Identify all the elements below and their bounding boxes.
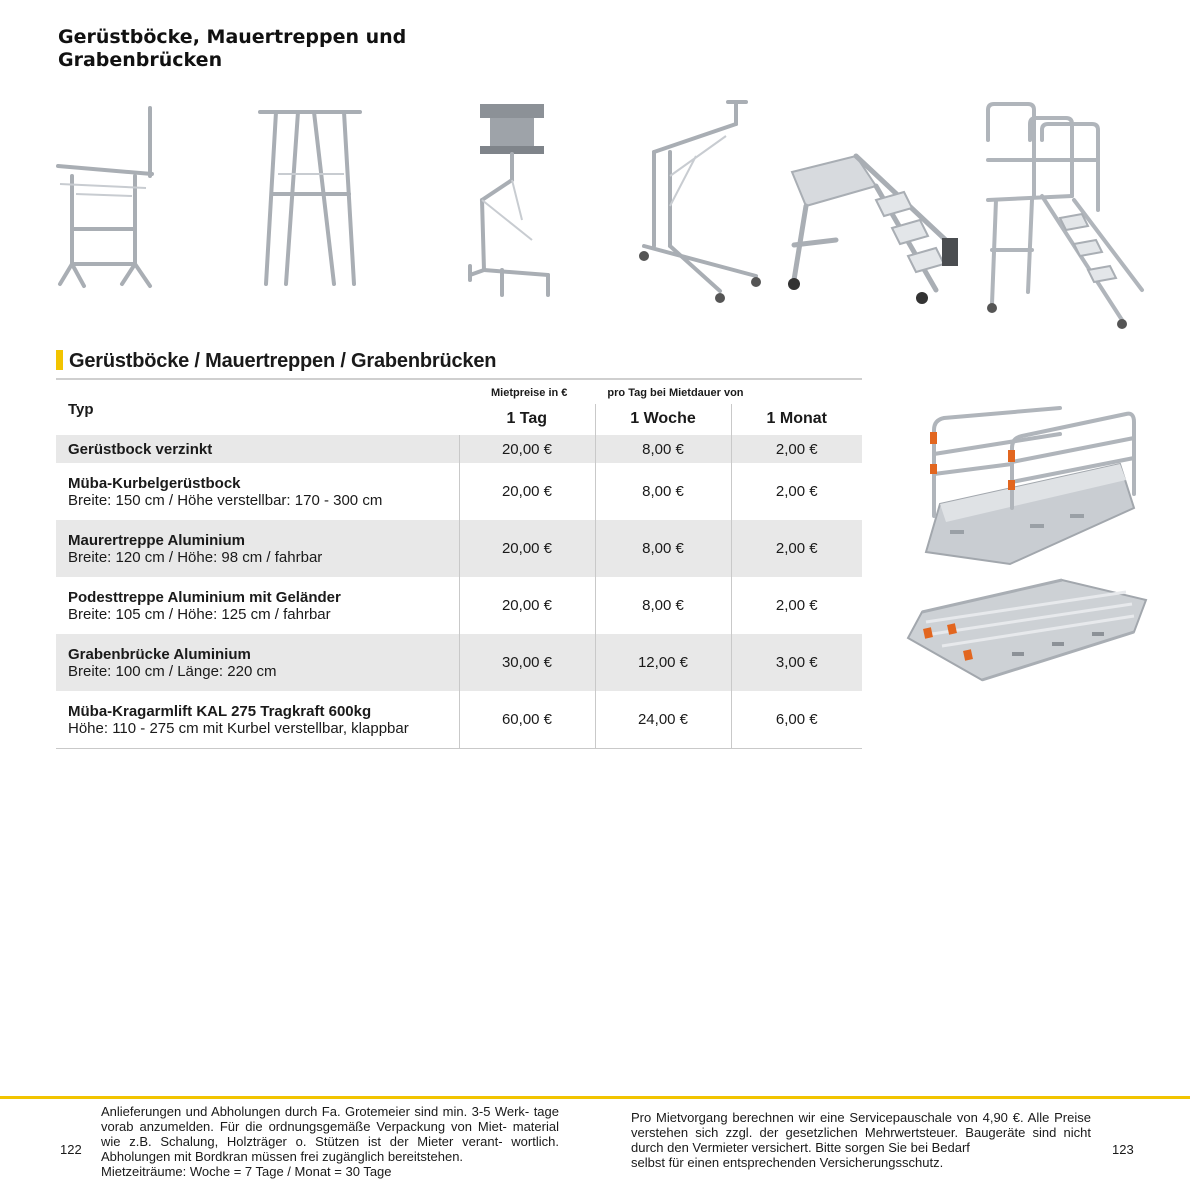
price-month: 2,00 € — [731, 520, 862, 577]
price-day: 20,00 € — [459, 435, 595, 463]
table-row — [56, 435, 862, 463]
row-type — [56, 463, 459, 520]
row-type — [56, 435, 459, 463]
table-row — [56, 691, 862, 749]
header-duration-label: pro Tag bei Mietdauer von — [607, 387, 744, 400]
price-day: 60,00 € — [459, 691, 595, 749]
footer-right-line: selbst für einen entsprechenden Versicherungsschutz. — [631, 1155, 944, 1170]
price-day: 30,00 € — [459, 634, 595, 691]
section-title — [56, 350, 862, 380]
page-number-left: 122 — [60, 1142, 82, 1157]
page-heading-line-1: Gerüstböcke, Mauertreppen und — [58, 26, 407, 48]
table-row — [56, 577, 862, 634]
row-type — [56, 577, 459, 634]
row-type — [56, 520, 459, 577]
footer-left-line: Anlieferungen und Abholungen durch Fa. Grotemeier sind min. 3-5 Werk- — [101, 1104, 530, 1119]
header-period-week: 1 Woche — [595, 404, 731, 435]
price-week: 8,00 € — [595, 435, 731, 463]
price-day: 20,00 € — [459, 577, 595, 634]
row-description: Höhe: 110 - 275 cm mit Kurbel verstellbar, klappbar — [68, 719, 409, 737]
price-month: 2,00 € — [731, 463, 862, 520]
price-table — [56, 383, 862, 749]
trench-bridge-railing-illustration — [920, 404, 1142, 566]
photo-grabenbruecke — [902, 572, 1152, 684]
photo-kurbelgeruestbock — [252, 104, 367, 314]
scaffold-trestle-illustration — [50, 104, 165, 314]
header-period-month: 1 Monat — [731, 404, 862, 435]
table-row — [56, 463, 862, 520]
photo-kragarmlift — [462, 100, 562, 312]
table-row — [56, 520, 862, 577]
row-description: Breite: 120 cm / Höhe: 98 cm / fahrbar — [68, 548, 323, 566]
price-month: 2,00 € — [731, 577, 862, 634]
footer-left-line: material wie z.B. Schalung, Holzträger o. Stützen ist der Mieter verant- — [101, 1119, 559, 1149]
row-description: Breite: 100 cm / Länge: 220 cm — [68, 662, 277, 680]
header-rental-prices — [459, 383, 862, 404]
price-day: 20,00 € — [459, 463, 595, 520]
cantilever-lift-illustration — [462, 100, 562, 312]
price-month: 3,00 € — [731, 634, 862, 691]
price-week: 8,00 € — [595, 520, 731, 577]
photo-kragarm-rollbar — [636, 96, 764, 308]
price-week: 8,00 € — [595, 577, 731, 634]
row-name: Müba-Kragarmlift KAL 275 Tragkraft 600kg — [68, 702, 372, 720]
section-accent-bar — [56, 350, 63, 370]
price-month: 6,00 € — [731, 691, 862, 749]
mobile-lift-illustration — [636, 96, 764, 308]
row-name: Grabenbrücke Aluminium — [68, 645, 251, 663]
platform-stair-illustration — [982, 100, 1150, 334]
photo-maurertreppe — [786, 150, 964, 310]
price-day: 20,00 € — [459, 520, 595, 577]
photo-podesttreppe — [982, 100, 1150, 334]
footer-left-line: wortlich. Abholungen mit Bordkran müssen frei zugänglich bereitstehen. — [101, 1134, 559, 1164]
row-name: Gerüstbock verzinkt — [68, 440, 213, 458]
section-title-text: Gerüstböcke / Mauertreppen / Grabenbrücken — [69, 350, 497, 372]
footer-right-line: sind nicht durch den Vermieter versichert. Bitte sorgen Sie bei Bedarf — [631, 1125, 1091, 1155]
photo-geruestbock — [50, 104, 165, 314]
mason-stair-illustration — [786, 150, 964, 310]
row-description: Breite: 150 cm / Höhe verstellbar: 170 - 300 cm — [68, 491, 383, 509]
footer-right-line: Pro Mietvorgang berechnen wir eine Servicepauschale von 4,90 €. Alle — [631, 1110, 1050, 1125]
table-row — [56, 634, 862, 691]
page-heading — [58, 26, 478, 72]
footer-right-line: Preise verstehen sich zzgl. der gesetzlichen Mehrwertsteuer. Baugeräte — [631, 1110, 1091, 1140]
page-number-right: 123 — [1112, 1142, 1134, 1157]
row-name: Podesttreppe Aluminium mit Geländer — [68, 588, 341, 606]
row-name: Müba-Kurbelgerüstbock — [68, 474, 241, 492]
price-month: 2,00 € — [731, 435, 862, 463]
header-type: Typ — [68, 400, 94, 418]
price-week: 12,00 € — [595, 634, 731, 691]
footer-note-right — [631, 1110, 1091, 1170]
footer-left-line: tage vorab anzumelden. Für die ordnungsgemäße Verpackung von Miet- — [101, 1104, 559, 1134]
row-description: Breite: 105 cm / Höhe: 125 cm / fahrbar — [68, 605, 331, 623]
footer-accent-rule — [0, 1096, 1190, 1099]
crank-trestle-illustration — [252, 104, 367, 314]
page-heading-line-2: Grabenbrücken — [58, 49, 223, 71]
footer-note-left — [101, 1104, 559, 1179]
price-week: 24,00 € — [595, 691, 731, 749]
footer-left-line: Mietzeiträume: Woche = 7 Tage / Monat = 30 Tage — [101, 1164, 392, 1179]
row-type — [56, 691, 459, 749]
trench-bridge-illustration — [902, 572, 1152, 684]
header-period-day: 1 Tag — [506, 410, 548, 428]
photo-grabenbruecke-gelaender — [920, 404, 1142, 566]
row-type — [56, 634, 459, 691]
price-week: 8,00 € — [595, 463, 731, 520]
row-name: Maurertreppe Aluminium — [68, 531, 245, 549]
header-rental-label: Mietpreise in € — [491, 387, 568, 400]
